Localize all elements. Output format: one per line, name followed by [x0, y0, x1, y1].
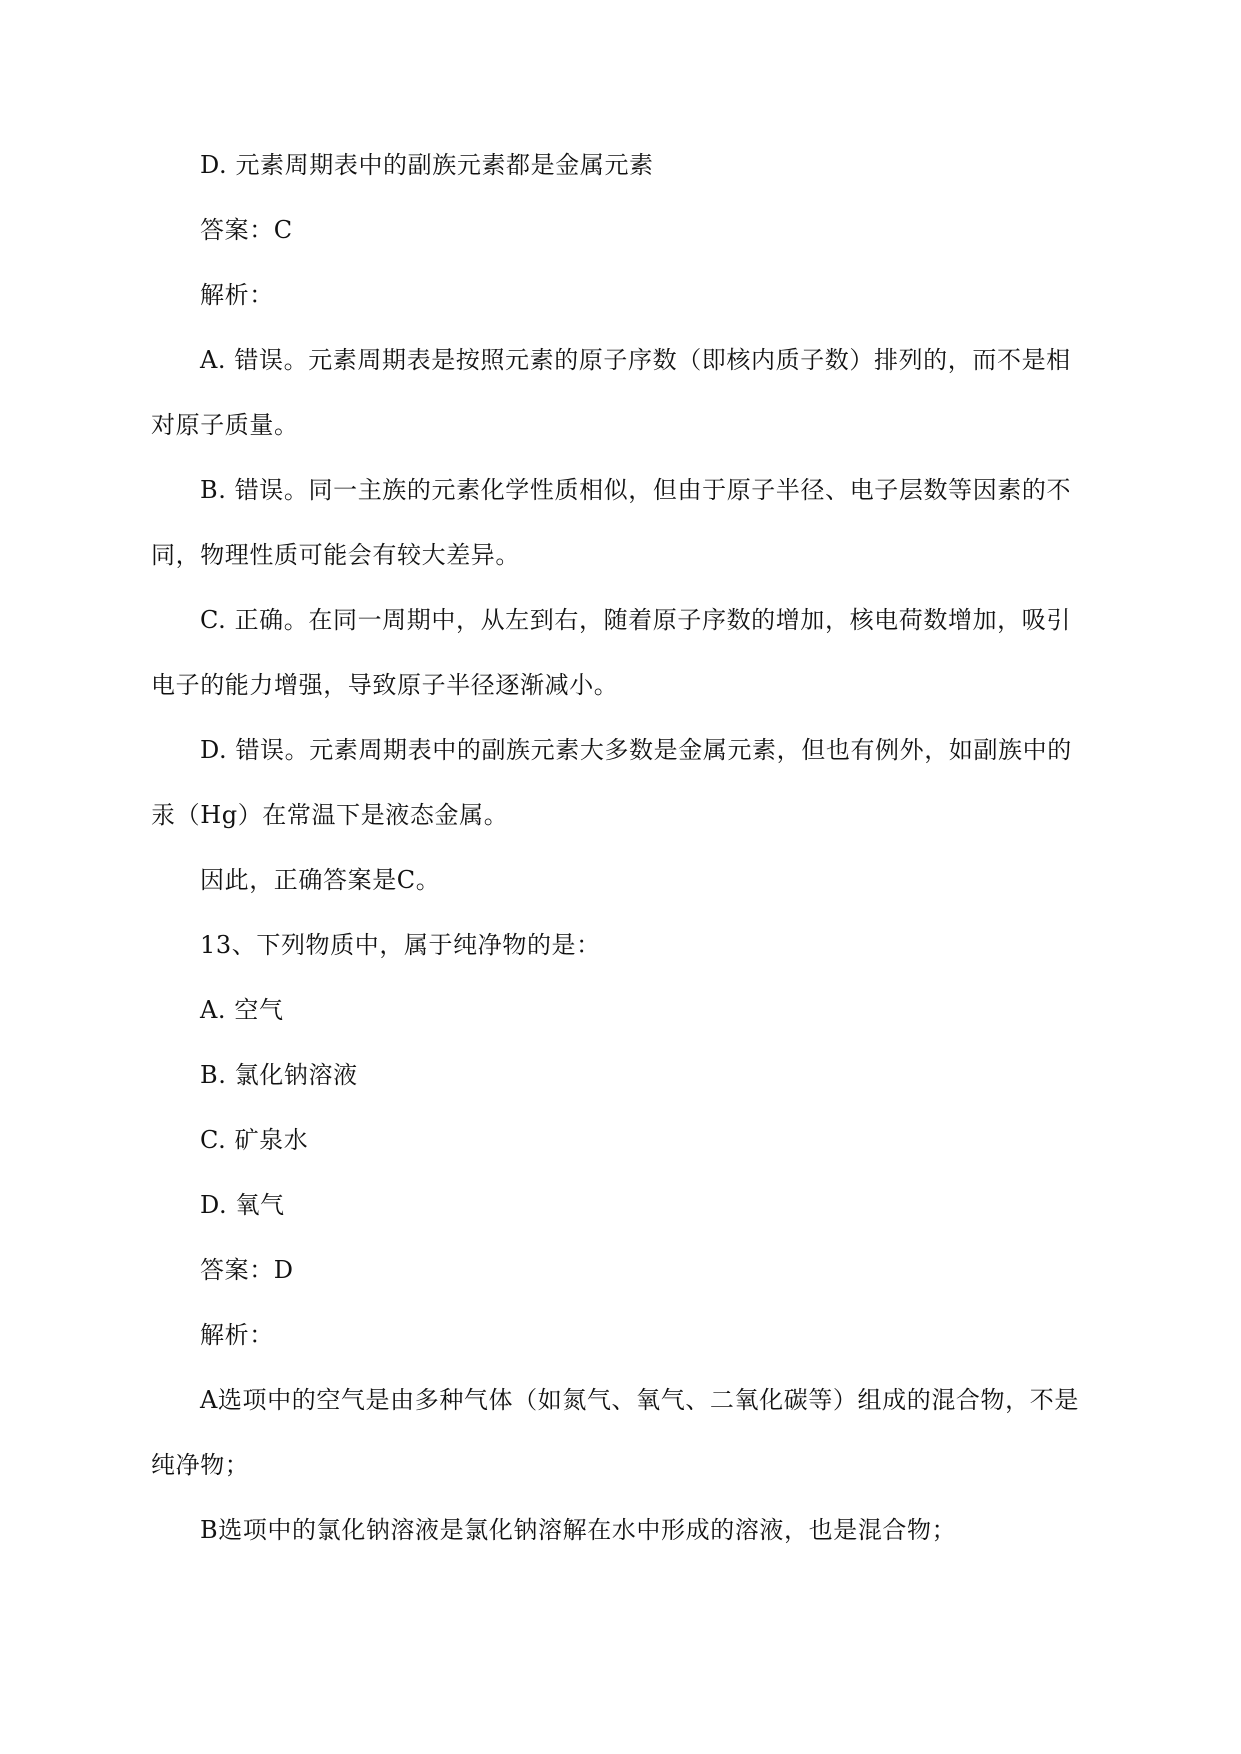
analysis-d-line2: 汞（Hg）在常温下是液态金属。 — [151, 801, 509, 829]
analysis-c-line1: C. 正确。在同一周期中，从左到右，随着原子序数的增加，核电荷数增加，吸引 — [200, 606, 1071, 634]
analysis-option-b: B选项中的氯化钠溶液是氯化钠溶解在水中形成的溶液，也是混合物； — [200, 1516, 957, 1544]
question-13: 13、下列物质中，属于纯净物的是： — [200, 931, 601, 959]
option-a: A. 空气 — [200, 996, 284, 1024]
option-d-prev: D. 元素周期表中的副族元素都是金属元素 — [200, 151, 654, 179]
analysis-d-line1: D. 错误。元素周期表中的副族元素大多数是金属元素，但也有例外，如副族中的 — [200, 736, 1072, 764]
answer-prev: 答案：C — [200, 216, 293, 244]
analysis-c-line2: 电子的能力增强，导致原子半径逐渐减小。 — [151, 671, 619, 699]
analysis-option-a-line2: 纯净物； — [151, 1451, 250, 1479]
option-b: B. 氯化钠溶液 — [200, 1061, 358, 1089]
analysis-a-line1: A. 错误。元素周期表是按照元素的原子序数（即核内质子数）排列的，而不是相 — [200, 346, 1071, 374]
analysis-a-line2: 对原子质量。 — [151, 411, 299, 439]
analysis-b-line2: 同，物理性质可能会有较大差异。 — [151, 541, 520, 569]
option-d: D. 氧气 — [200, 1191, 285, 1219]
analysis-label-prev: 解析： — [200, 281, 274, 309]
analysis-b-line1: B. 错误。同一主族的元素化学性质相似，但由于原子半径、电子层数等因素的不 — [200, 476, 1072, 504]
analysis-option-a-line1: A选项中的空气是由多种气体（如氮气、氧气、二氧化碳等）组成的混合物，不是 — [200, 1386, 1079, 1414]
conclusion: 因此，正确答案是C。 — [200, 866, 441, 894]
answer: 答案：D — [200, 1256, 294, 1284]
analysis-label: 解析： — [200, 1321, 274, 1349]
option-c: C. 矿泉水 — [200, 1126, 309, 1154]
